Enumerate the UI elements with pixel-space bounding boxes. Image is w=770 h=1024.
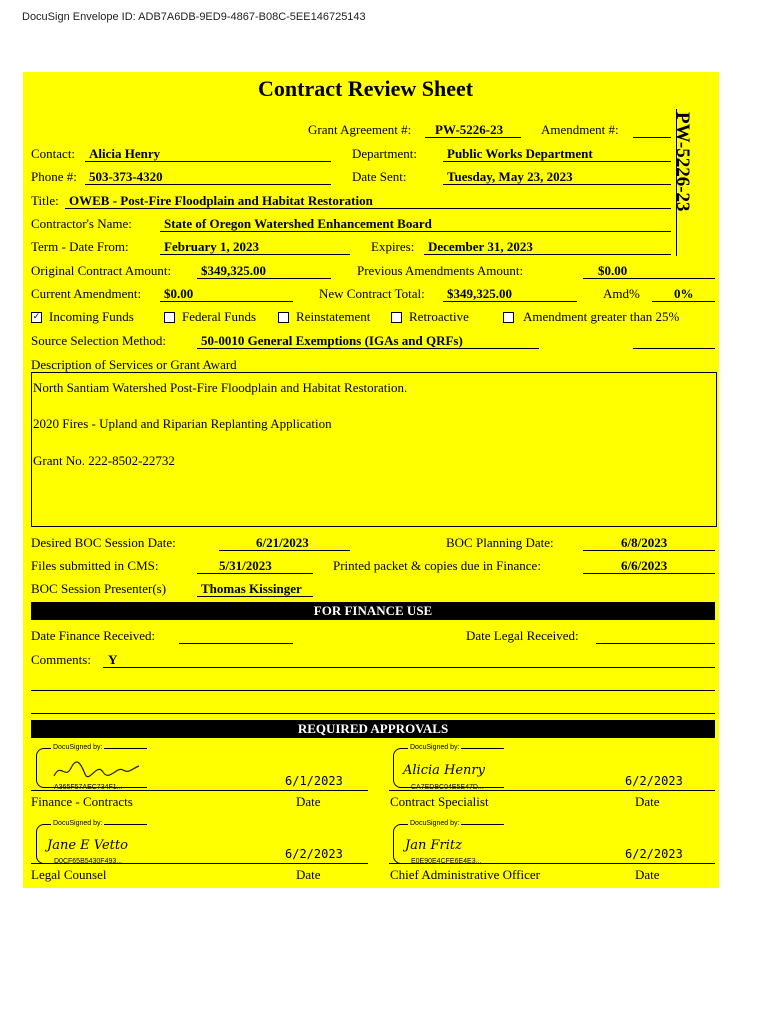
printed-packet-label: Printed packet & copies due in Finance: bbox=[333, 558, 541, 573]
previous-amendments-value[interactable]: $0.00 bbox=[598, 263, 628, 278]
contract-review-sheet bbox=[23, 72, 719, 888]
reinstatement-checkbox[interactable] bbox=[278, 312, 289, 323]
specialist-date-label: Date bbox=[635, 794, 660, 809]
contractor-label: Contractor's Name: bbox=[31, 216, 132, 231]
amd-pct-label: Amd% bbox=[603, 286, 640, 301]
department-value[interactable]: Public Works Department bbox=[447, 146, 593, 161]
files-cms-value[interactable]: 5/31/2023 bbox=[219, 558, 272, 573]
boc-planning-label: BOC Planning Date: bbox=[446, 535, 554, 550]
incoming-funds-checkbox[interactable]: ✓ bbox=[32, 312, 41, 322]
amendment-label: Amendment #: bbox=[541, 122, 619, 137]
term-label: Term - Date From: bbox=[31, 239, 129, 254]
phone-value[interactable]: 503-373-4320 bbox=[89, 169, 163, 184]
date-sent-value[interactable]: Tuesday, May 23, 2023 bbox=[447, 169, 573, 184]
cao-envelope-id: E0E90E4CFE6E4E3... bbox=[411, 858, 482, 865]
finance-date-label: Date bbox=[296, 794, 321, 809]
federal-funds-label: Federal Funds bbox=[182, 309, 257, 324]
contractor-value[interactable]: State of Oregon Watershed Enhancement Board bbox=[164, 216, 432, 231]
finance-docusigned-label: DocuSigned by: bbox=[53, 744, 103, 751]
expires-label: Expires: bbox=[371, 239, 415, 254]
term-value[interactable]: February 1, 2023 bbox=[164, 239, 259, 254]
federal-funds-checkbox[interactable] bbox=[164, 312, 175, 323]
cao-docusigned-label: DocuSigned by: bbox=[410, 820, 460, 827]
specialist-docusigned-label: DocuSigned by: bbox=[410, 744, 460, 751]
cao-signature: Jan Fritz bbox=[405, 838, 462, 853]
boc-session-label: Desired BOC Session Date: bbox=[31, 535, 176, 550]
legal-signature: Jane E Vetto bbox=[47, 838, 128, 853]
new-total-label: New Contract Total: bbox=[319, 286, 425, 301]
current-amendment-value[interactable]: $0.00 bbox=[164, 286, 194, 301]
envelope-id: DocuSign Envelope ID: ADB7A6DB-9ED9-4867-B08C-5EE146725143 bbox=[22, 11, 366, 23]
finance-role: Finance - Contracts bbox=[31, 794, 133, 809]
reinstatement-label: Reinstatement bbox=[296, 309, 371, 324]
amendment-gt-label: Amendment greater than 25% bbox=[523, 309, 680, 324]
grant-agreement-value[interactable]: PW-5226-23 bbox=[435, 122, 504, 137]
current-amendment-label: Current Amendment: bbox=[31, 286, 142, 301]
original-amount-label: Original Contract Amount: bbox=[31, 263, 172, 278]
amendment-gt-checkbox[interactable] bbox=[503, 312, 514, 323]
sheet-title: Contract Review Sheet bbox=[258, 76, 474, 101]
contact-value[interactable]: Alicia Henry bbox=[89, 146, 161, 161]
date-legal-label: Date Legal Received: bbox=[466, 628, 579, 643]
specialist-envelope-id: CA7EDBC04E5E47D... bbox=[411, 784, 484, 791]
finance-date: 6/1/2023 bbox=[285, 774, 343, 788]
contact-label: Contact: bbox=[31, 146, 76, 161]
boc-planning-value[interactable]: 6/8/2023 bbox=[621, 535, 668, 550]
previous-amendments-label: Previous Amendments Amount: bbox=[357, 263, 524, 278]
cao-role: Chief Administrative Officer bbox=[390, 867, 540, 882]
cao-date-label: Date bbox=[635, 867, 660, 882]
files-cms-label: Files submitted in CMS: bbox=[31, 558, 159, 573]
comments-label: Comments: bbox=[31, 652, 91, 667]
original-amount-value[interactable]: $349,325.00 bbox=[201, 263, 266, 278]
new-total-value[interactable]: $349,325.00 bbox=[447, 286, 512, 301]
phone-label: Phone #: bbox=[31, 169, 77, 184]
title-label: Title: bbox=[31, 193, 59, 208]
specialist-signature: Alicia Henry bbox=[403, 763, 485, 778]
side-code-text: PW-5226-23 bbox=[672, 112, 693, 212]
department-label: Department: bbox=[352, 146, 417, 161]
finance-signature-scribble bbox=[51, 758, 141, 782]
specialist-date: 6/2/2023 bbox=[625, 774, 683, 788]
legal-date-label: Date bbox=[296, 867, 321, 882]
retroactive-label: Retroactive bbox=[409, 309, 469, 324]
title-value[interactable]: OWEB - Post-Fire Floodplain and Habitat Restoration bbox=[69, 193, 373, 208]
comments-value[interactable]: Y bbox=[108, 652, 118, 667]
legal-envelope-id: D0CF65B5430F493... bbox=[54, 858, 123, 865]
legal-role: Legal Counsel bbox=[31, 867, 107, 882]
description-line-1: North Santiam Watershed Post-Fire Floodplain and Habitat Restoration. bbox=[33, 380, 408, 395]
presenter-label: BOC Session Presenter(s) bbox=[31, 581, 167, 596]
required-approvals-header: REQUIRED APPROVALS bbox=[31, 720, 715, 738]
source-selection-label: Source Selection Method: bbox=[31, 333, 167, 348]
finance-envelope-id: A365F57AEC734F1... bbox=[54, 784, 123, 791]
expires-value[interactable]: December 31, 2023 bbox=[428, 239, 533, 254]
source-selection-value[interactable]: 50-0010 General Exemptions (IGAs and QRFs) bbox=[201, 333, 463, 348]
finance-use-header: FOR FINANCE USE bbox=[31, 602, 715, 620]
legal-date: 6/2/2023 bbox=[285, 847, 343, 861]
incoming-funds-label: Incoming Funds bbox=[49, 309, 134, 324]
amd-pct-value[interactable]: 0% bbox=[674, 286, 694, 301]
description-line-2: 2020 Fires - Upland and Riparian Replanting Application bbox=[33, 416, 332, 431]
date-sent-label: Date Sent: bbox=[352, 169, 407, 184]
presenter-value[interactable]: Thomas Kissinger bbox=[201, 581, 302, 596]
description-label: Description of Services or Grant Award bbox=[31, 357, 237, 372]
grant-agreement-label: Grant Agreement #: bbox=[308, 122, 412, 137]
description-line-3: Grant No. 222-8502-22732 bbox=[33, 453, 175, 468]
cao-date: 6/2/2023 bbox=[625, 847, 683, 861]
description-box[interactable] bbox=[31, 372, 717, 527]
specialist-role: Contract Specialist bbox=[390, 794, 489, 809]
legal-docusigned-label: DocuSigned by: bbox=[53, 820, 103, 827]
printed-packet-value[interactable]: 6/6/2023 bbox=[621, 558, 668, 573]
retroactive-checkbox[interactable] bbox=[391, 312, 402, 323]
boc-session-value[interactable]: 6/21/2023 bbox=[256, 535, 309, 550]
date-finance-label: Date Finance Received: bbox=[31, 628, 156, 643]
